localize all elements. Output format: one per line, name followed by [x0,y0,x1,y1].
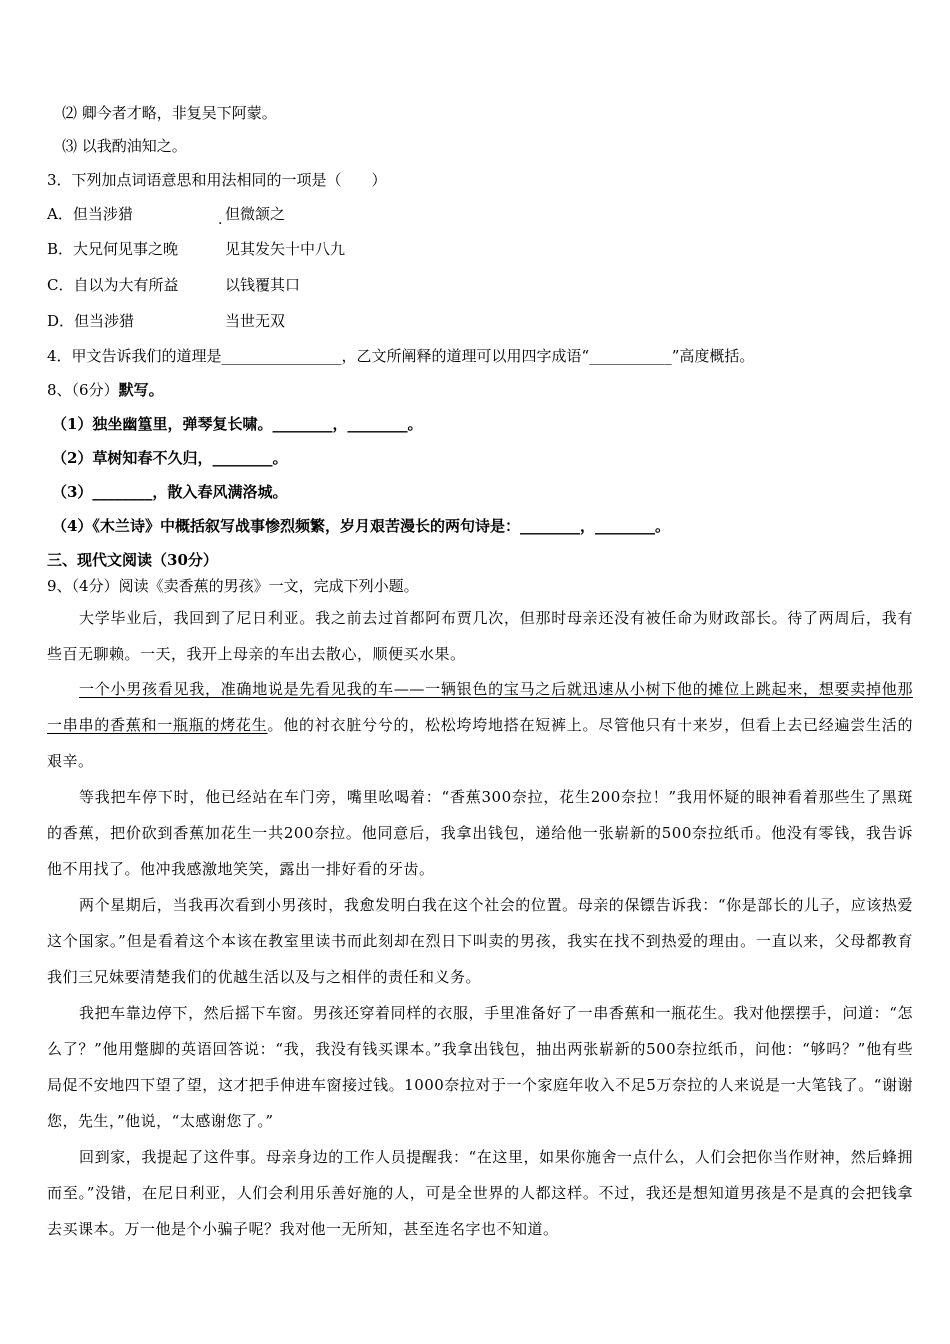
q8-title: 默写。 [118,381,164,399]
q3-option-a-right: 但微颔之 [225,205,286,223]
q8-item-4: （4）《木兰诗》中概括叙写战事惨烈频繁，岁月艰苦漫长的两句诗是：________，________。 [52,517,670,535]
q2-item-2: ⑵ 卿今者才略，非复吴下阿蒙。 [62,104,277,122]
q8-item-3: （3）________，散入春风满洛城。 [52,483,288,501]
q8-item-1: （1）独坐幽篁里，弹琴复长啸。________，________。 [52,415,423,433]
passage-paragraph-5: 我把车靠边停下，然后摇下车窗。男孩还穿着同样的衣服，手里准备好了一串香蕉和一瓶花生。我对他摆摆手，问道：“怎么了？”他用蹩脚的英语回答说：“我，我没有钱买课本。”我拿出钱包，抽出两张崭新的500奈拉纸币，问他：“够吗？”他有些局促不安地四下望了望，这才把手伸进车窗接过钱。1000奈拉对于一个家庭年收入不足5万奈拉的人来说是一大笔钱了。“谢谢您，先生，”他说，“太感谢您了。” [47,1004,913,1130]
q3-option-c-right: 以钱覆其口 [225,276,301,294]
passage-paragraph-6: 回到家，我提起了这件事。母亲身边的工作人员提醒我：“在这里，如果你施舍一点什么，人们会把你当作财神，然后蜂拥而至。”没错，在尼日利亚，人们会利用乐善好施的人，可是全世界的人都这样。不过，我还是想知道男孩是不是真的会把钱拿去买课本。万一他是个小骗子呢？我对他一无所知，甚至连名字也不知道。 [47,1148,913,1238]
passage-paragraph-1: 大学毕业后，我回到了尼日利亚。我之前去过首都阿布贾几次，但那时母亲还没有被任命为财政部长。待了两周后，我有些百无聊赖。一天，我开上母亲的车出去散心，顺便买水果。 [47,609,913,663]
q3-option-d-left: D．但当涉猎 [47,312,135,330]
underlined-sentence: 一个小男孩看见我，准确地说是先看见我的车——一辆银色的宝马之后就迅速从小树下他的摊位上跳起来，想要卖掉他那一串串的香蕉和一瓶瓶的烤花生 [47,680,913,734]
q2-item-3: ⑶ 以我酌油知之。 [62,137,187,155]
q3-option-b-right: 见其发矢十中八九 [225,240,346,258]
q3-stem: 3．下列加点词语意思和用法相同的一项是（ ） [47,171,387,189]
q8-item-2: （2）草树知春不久归，________。 [52,449,288,467]
section-3-heading: 三、现代文阅读（30分） [47,551,218,569]
q3-option-d-right: 当世无双 [225,312,286,330]
passage-paragraph-3: 等我把车停下时，他已经站在车门旁，嘴里吆喝着：“香蕉300奈拉，花生200奈拉！”我用怀疑的眼神看着那些生了黑斑的香蕉，把价砍到香蕉加花生一共200奈拉。他同意后，我拿出钱包，递给他一张崭新的500奈拉纸币。他没有零钱，我告诉他不用找了。他冲我感激地笑笑，露出一排好看的牙齿。 [47,788,913,878]
passage-paragraph-2 [47,671,913,779]
q3-option-a-left: A．但当涉猎 [47,205,133,223]
q8-points: 8、（6分） [47,381,119,399]
q8-heading [47,380,164,400]
paragraph-2-rest: 。他的衬衣脏兮兮的，松松垮垮地搭在短裤上。尽管他只有十来岁，但看上去已经遍尝生活的艰辛。 [47,716,913,770]
q3-option-c-left: C．自以为大有所益 [47,276,179,294]
q4-stem: 4．甲文告诉我们的道理是________________，乙文所阐释的道理可以用四字成语“___________”高度概括。 [47,347,755,365]
q9-stem: 9、（4分）阅读《卖香蕉的男孩》一文，完成下列小题。 [47,577,419,595]
passage-paragraph-4: 两个星期后，当我再次看到小男孩时，我愈发明白我在这个社会的位置。母亲的保镖告诉我：“你是部长的儿子，应该热爱这个国家。”但是看着这个本该在教室里读书而此刻却在烈日下叫卖的男孩，我实在找不到热爱的理由。一直以来，父母都教育我们三兄妹要清楚我们的优越生活以及与之相伴的责任和义务。 [47,896,913,986]
emphasis-dot: . [218,212,223,228]
q3-option-b-left: B．大兄何见事之晚 [47,240,179,258]
